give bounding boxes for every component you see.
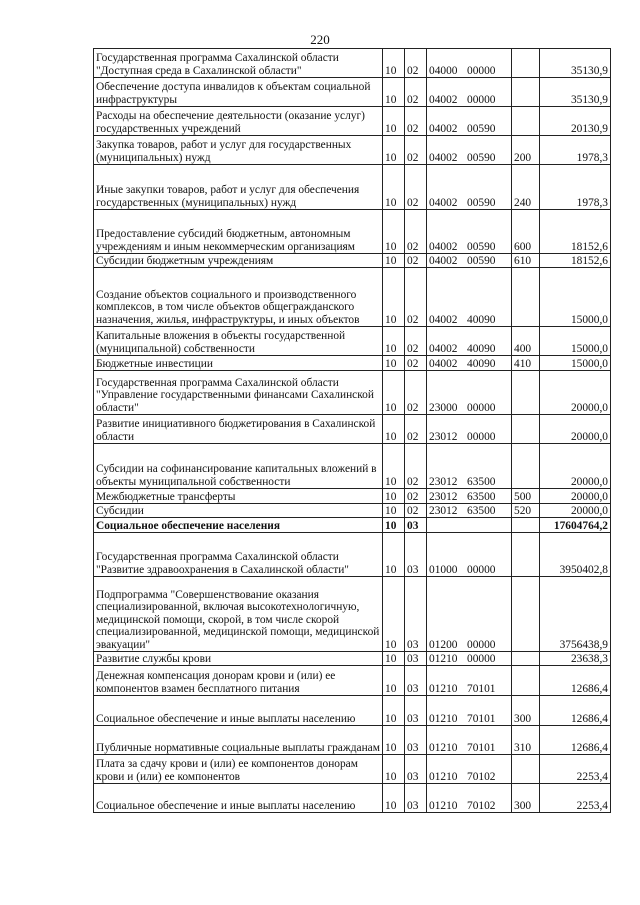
table-row: [94, 652, 611, 666]
target-code-part-b: 00590: [467, 240, 496, 253]
table-row: [94, 210, 611, 254]
row-name-cell: [94, 666, 383, 696]
amount: 20130,9: [540, 107, 611, 136]
target-article-code: [427, 489, 512, 504]
target-code-part-b: 00590: [467, 151, 496, 164]
target-code-part-b: 63500: [467, 490, 496, 503]
expense-type-code: 600: [512, 210, 540, 254]
budget-table-body: [94, 49, 611, 813]
row-name: Создание объектов социального и производственного комплексов, в том числе объектов общегражданского назначения, жилья, инфраструктуры, и иных объектов: [96, 288, 360, 326]
target-article-code: [427, 210, 512, 254]
subsection-code: 02: [405, 254, 427, 268]
table-row: [94, 518, 611, 533]
subsection-code: 02: [405, 107, 427, 136]
expense-type-code: [512, 78, 540, 107]
target-code-part-b: 00000: [467, 401, 496, 414]
expense-type-code: [512, 107, 540, 136]
target-code-part-a: 01210: [429, 712, 458, 725]
target-code-part-b: 40090: [467, 342, 496, 355]
row-name-cell: [94, 652, 383, 666]
amount: 35130,9: [540, 49, 611, 78]
subsection-code: 02: [405, 444, 427, 489]
subsection-code: 02: [405, 136, 427, 165]
subsection-code: 03: [405, 784, 427, 813]
subsection-code: 02: [405, 371, 427, 415]
target-code-part-a: 01210: [429, 682, 458, 695]
amount: 20000,0: [540, 444, 611, 489]
target-code-part-b: 63500: [467, 504, 496, 517]
subsection-code: 02: [405, 415, 427, 444]
section-code: 10: [383, 755, 405, 784]
row-name-cell: [94, 726, 383, 755]
subsection-code: 03: [405, 666, 427, 696]
section-code: 10: [383, 666, 405, 696]
expense-type-code: [512, 268, 540, 327]
row-name: Закупка товаров, работ и услуг для государственных (муниципальных) нужд: [96, 139, 352, 164]
row-name-cell: [94, 254, 383, 268]
row-name: Субсидии бюджетным учреждениям: [96, 254, 274, 267]
target-code-part-a: 01000: [429, 563, 458, 576]
target-code-part-b: 70101: [467, 741, 496, 754]
target-code-part-b: 00000: [467, 64, 496, 77]
amount: 3950402,8: [540, 533, 611, 577]
target-code-part-b: 00000: [467, 652, 496, 665]
target-code-part-b: 00000: [467, 430, 496, 443]
subsection-code: 02: [405, 356, 427, 371]
section-code: 10: [383, 107, 405, 136]
section-code: 10: [383, 78, 405, 107]
target-code-part-a: 01210: [429, 652, 458, 665]
row-name: Социальное обеспечение и иные выплаты населению: [96, 712, 356, 725]
target-code-part-a: 04002: [429, 122, 458, 135]
table-row: [94, 489, 611, 504]
section-code: 10: [383, 726, 405, 755]
row-name-cell: [94, 444, 383, 489]
row-name-cell: [94, 356, 383, 371]
section-code: 10: [383, 652, 405, 666]
target-code-part-a: 04002: [429, 240, 458, 253]
section-code: 10: [383, 49, 405, 78]
section-code: 10: [383, 444, 405, 489]
amount: 3756438,9: [540, 577, 611, 652]
target-code-part-a: 23000: [429, 401, 458, 414]
row-name: Государственная программа Сахалинской области "Управление государственными финансами Сахалинской области": [96, 376, 374, 414]
target-code-part-b: 00590: [467, 122, 496, 135]
target-code-part-a: 01210: [429, 741, 458, 754]
target-code-part-b: 40090: [467, 313, 496, 326]
amount: 15000,0: [540, 327, 611, 356]
row-name: Субсидии на софинансирование капитальных вложений в объекты муниципальной собственности: [96, 463, 377, 488]
table-row: [94, 371, 611, 415]
table-row: [94, 784, 611, 813]
target-article-code: [427, 652, 512, 666]
row-name: Государственная программа Сахалинской области "Доступная среда в Сахалинской области": [96, 52, 339, 77]
target-code-part-b: 00000: [467, 563, 496, 576]
row-name-cell: [94, 136, 383, 165]
amount: 12686,4: [540, 696, 611, 726]
amount: 18152,6: [540, 254, 611, 268]
table-row: [94, 696, 611, 726]
target-article-code: [427, 136, 512, 165]
amount: 20000,0: [540, 415, 611, 444]
row-name: Социальное обеспечение населения: [96, 519, 280, 532]
target-article-code: [427, 533, 512, 577]
subsection-code: 03: [405, 533, 427, 577]
expense-type-code: [512, 533, 540, 577]
amount: 35130,9: [540, 78, 611, 107]
expense-type-code: [512, 518, 540, 533]
row-name-cell: [94, 210, 383, 254]
subsection-code: 02: [405, 489, 427, 504]
subsection-code: 02: [405, 327, 427, 356]
expense-type-code: 610: [512, 254, 540, 268]
expense-type-code: 400: [512, 327, 540, 356]
target-article-code: [427, 254, 512, 268]
amount: 15000,0: [540, 268, 611, 327]
target-article-code: [427, 268, 512, 327]
row-name: Субсидии: [96, 504, 144, 517]
section-code: 10: [383, 165, 405, 210]
row-name-cell: [94, 415, 383, 444]
expense-type-code: 300: [512, 784, 540, 813]
target-code-part-a: 23012: [429, 475, 458, 488]
amount: 20000,0: [540, 371, 611, 415]
subsection-code: 03: [405, 696, 427, 726]
amount: 12686,4: [540, 666, 611, 696]
amount: 17604764,2: [540, 518, 611, 533]
amount: 1978,3: [540, 165, 611, 210]
subsection-code: 02: [405, 210, 427, 254]
amount: 15000,0: [540, 356, 611, 371]
target-code-part-a: 04002: [429, 357, 458, 370]
row-name-cell: [94, 371, 383, 415]
target-article-code: [427, 78, 512, 107]
table-row: [94, 726, 611, 755]
target-code-part-b: 70101: [467, 682, 496, 695]
target-code-part-a: 01210: [429, 770, 458, 783]
expense-type-code: [512, 666, 540, 696]
table-row: [94, 268, 611, 327]
target-code-part-a: 04002: [429, 196, 458, 209]
row-name-cell: [94, 489, 383, 504]
expense-type-code: [512, 49, 540, 78]
target-code-part-b: 70101: [467, 712, 496, 725]
subsection-code: 02: [405, 78, 427, 107]
target-article-code: [427, 371, 512, 415]
subsection-code: 02: [405, 504, 427, 518]
target-code-part-a: 23012: [429, 430, 458, 443]
target-article-code: [427, 696, 512, 726]
table-row: [94, 666, 611, 696]
target-article-code: [427, 577, 512, 652]
section-code: 10: [383, 518, 405, 533]
subsection-code: 03: [405, 726, 427, 755]
expense-type-code: 200: [512, 136, 540, 165]
section-code: 10: [383, 254, 405, 268]
target-code-part-b: 70102: [467, 770, 496, 783]
amount: 2253,4: [540, 784, 611, 813]
table-row: [94, 78, 611, 107]
amount: 23638,3: [540, 652, 611, 666]
target-code-part-b: 00590: [467, 196, 496, 209]
row-name-cell: [94, 577, 383, 652]
expense-type-code: [512, 371, 540, 415]
target-article-code: [427, 415, 512, 444]
row-name-cell: [94, 504, 383, 518]
expense-type-code: 410: [512, 356, 540, 371]
section-code: 10: [383, 136, 405, 165]
expense-type-code: 310: [512, 726, 540, 755]
table-row: [94, 356, 611, 371]
subsection-code: 02: [405, 268, 427, 327]
row-name: Предоставление субсидий бюджетным, автономным учреждениям и иным некоммерческим организациям: [96, 228, 356, 253]
row-name-cell: [94, 268, 383, 327]
row-name: Денежная компенсация донорам крови и (или) ее компонентов взамен бесплатного питания: [96, 670, 336, 695]
target-code-part-a: 01210: [429, 799, 458, 812]
page-number: 220: [310, 32, 330, 47]
row-name: Межбюджетные трансферты: [96, 490, 236, 503]
row-name: Бюджетные инвестиции: [96, 357, 213, 370]
expense-type-code: [512, 415, 540, 444]
expense-type-code: [512, 577, 540, 652]
expense-type-code: 300: [512, 696, 540, 726]
target-code-part-a: 23012: [429, 490, 458, 503]
target-article-code: [427, 327, 512, 356]
row-name-cell: [94, 49, 383, 78]
expense-type-code: [512, 652, 540, 666]
target-code-part-a: 04002: [429, 254, 458, 267]
section-code: 10: [383, 356, 405, 371]
target-code-part-a: 04002: [429, 93, 458, 106]
target-article-code: [427, 504, 512, 518]
target-article-code: [427, 784, 512, 813]
row-name-cell: [94, 696, 383, 726]
row-name-cell: [94, 784, 383, 813]
amount: 20000,0: [540, 504, 611, 518]
section-code: 10: [383, 489, 405, 504]
target-article-code: [427, 49, 512, 78]
subsection-code: 03: [405, 577, 427, 652]
expense-type-code: 500: [512, 489, 540, 504]
table-row: [94, 533, 611, 577]
target-article-code: [427, 755, 512, 784]
amount: 20000,0: [540, 489, 611, 504]
row-name: Развитие службы крови: [96, 652, 212, 665]
target-article-code: [427, 356, 512, 371]
amount: 2253,4: [540, 755, 611, 784]
target-code-part-b: 00000: [467, 638, 496, 651]
section-code: 10: [383, 784, 405, 813]
row-name-cell: [94, 327, 383, 356]
table-row: [94, 165, 611, 210]
table-row: [94, 755, 611, 784]
target-article-code: [427, 107, 512, 136]
table-row: [94, 504, 611, 518]
amount: 1978,3: [540, 136, 611, 165]
target-code-part-b: 00590: [467, 254, 496, 267]
row-name: Капитальные вложения в объекты государственной (муниципальной) собственности: [96, 330, 346, 355]
row-name: Расходы на обеспечение деятельности (оказание услуг) государственных учреждений: [96, 110, 365, 135]
table-row: [94, 327, 611, 356]
section-code: 10: [383, 415, 405, 444]
section-code: 10: [383, 371, 405, 415]
row-name: Подпрограмма "Совершенствование оказания специализированной, включая высокотехнологичную, медицинской помощи, скорой, в том числе скорой специализированной, медицинской помощи, медицинской эвакуации": [96, 588, 380, 651]
table-row: [94, 107, 611, 136]
row-name-cell: [94, 755, 383, 784]
target-code-part-b: 00000: [467, 93, 496, 106]
target-code-part-a: 04002: [429, 151, 458, 164]
table-row: [94, 444, 611, 489]
expense-type-code: 520: [512, 504, 540, 518]
target-code-part-b: 63500: [467, 475, 496, 488]
target-article-code: [427, 444, 512, 489]
amount: 18152,6: [540, 210, 611, 254]
section-code: 10: [383, 210, 405, 254]
target-article-code: [427, 518, 512, 533]
expense-type-code: [512, 755, 540, 784]
subsection-code: 02: [405, 49, 427, 78]
target-code-part-a: 01200: [429, 638, 458, 651]
target-article-code: [427, 666, 512, 696]
row-name: Публичные нормативные социальные выплаты гражданам: [96, 741, 380, 754]
table-row: [94, 577, 611, 652]
target-code-part-a: 23012: [429, 504, 458, 517]
subsection-code: 03: [405, 518, 427, 533]
target-code-part-a: 04000: [429, 64, 458, 77]
table-row: [94, 49, 611, 78]
amount: 12686,4: [540, 726, 611, 755]
table-row: [94, 254, 611, 268]
target-code-part-b: 40090: [467, 357, 496, 370]
target-code-part-b: 70102: [467, 799, 496, 812]
table-row: [94, 136, 611, 165]
row-name: Развитие инициативного бюджетирования в Сахалинской области: [96, 418, 376, 443]
row-name: Социальное обеспечение и иные выплаты населению: [96, 799, 356, 812]
section-code: 10: [383, 696, 405, 726]
row-name: Плата за сдачу крови и (или) ее компонентов донорам крови и (или) ее компонентов: [96, 758, 358, 783]
subsection-code: 03: [405, 652, 427, 666]
section-code: 10: [383, 533, 405, 577]
expense-type-code: [512, 444, 540, 489]
row-name-cell: [94, 78, 383, 107]
budget-table: [93, 48, 611, 813]
section-code: 10: [383, 504, 405, 518]
target-code-part-a: 04002: [429, 313, 458, 326]
section-code: 10: [383, 327, 405, 356]
expense-type-code: 240: [512, 165, 540, 210]
row-name: Иные закупки товаров, работ и услуг для обеспечения государственных (муниципальных) нужд: [96, 184, 360, 209]
target-code-part-a: 04002: [429, 342, 458, 355]
row-name-cell: [94, 165, 383, 210]
row-name: Государственная программа Сахалинской области "Развитие здравоохранения в Сахалинской области": [96, 551, 349, 576]
section-code: 10: [383, 577, 405, 652]
subsection-code: 03: [405, 755, 427, 784]
target-article-code: [427, 726, 512, 755]
row-name: Обеспечение доступа инвалидов к объектам социальной инфраструктуры: [96, 81, 371, 106]
row-name-cell: [94, 518, 383, 533]
section-code: 10: [383, 268, 405, 327]
row-name-cell: [94, 107, 383, 136]
subsection-code: 02: [405, 165, 427, 210]
target-article-code: [427, 165, 512, 210]
table-row: [94, 415, 611, 444]
row-name-cell: [94, 533, 383, 577]
